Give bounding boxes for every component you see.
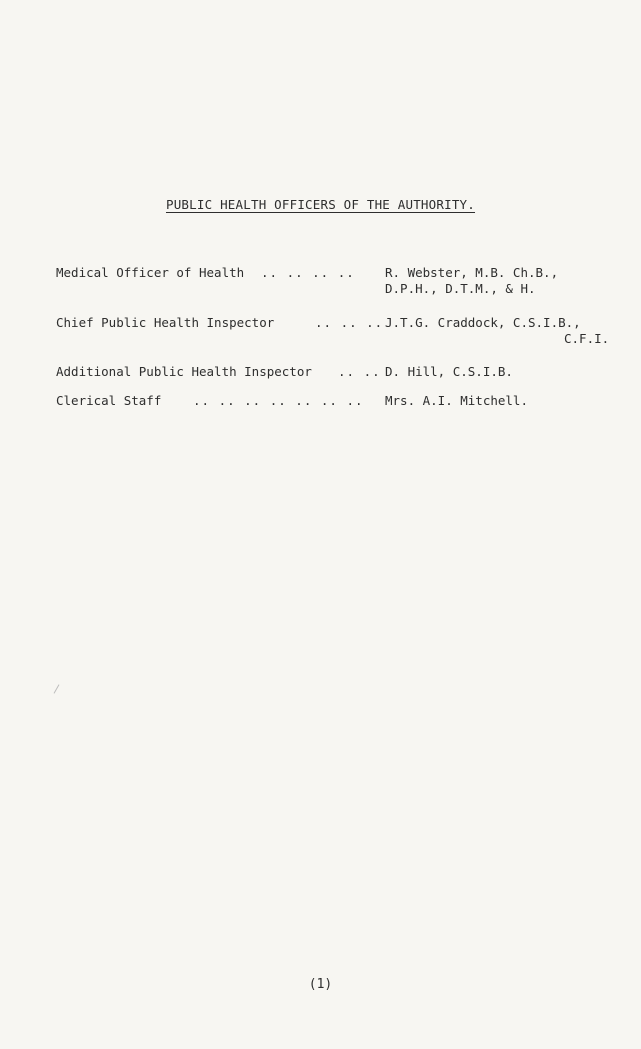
officer-row-clerical-staff: [56, 393, 528, 473]
officer-title: Clerical Staff: [56, 393, 162, 408]
officer-qualifications: D.P.H., D.T.M., & H.: [385, 281, 536, 296]
officer-name: J.T.G. Craddock, C.S.I.B.,: [385, 315, 581, 330]
leader-dots: .. .. .. .. .. .. ..: [193, 393, 364, 408]
officer-qualifications: C.F.I.: [564, 331, 610, 346]
leader-dots: .. ..: [338, 364, 381, 379]
officer-title: Medical Officer of Health: [56, 265, 245, 280]
page-title: PUBLIC HEALTH OFFICERS OF THE AUTHORITY.: [165, 197, 476, 212]
leader-dots: .. .. ..: [315, 315, 384, 330]
officer-name: R. Webster, M.B. Ch.B.,: [385, 265, 559, 280]
officer-name: Mrs. A.I. Mitchell.: [385, 393, 528, 408]
officer-title: Chief Public Health Inspector: [56, 315, 275, 330]
stray-pencil-mark: [54, 684, 60, 693]
officer-title: Additional Public Health Inspector: [56, 364, 312, 379]
officer-name: D. Hill, C.S.I.B.: [385, 364, 513, 379]
page-number: (1): [308, 977, 333, 992]
leader-dots: .. .. .. ..: [261, 265, 355, 280]
